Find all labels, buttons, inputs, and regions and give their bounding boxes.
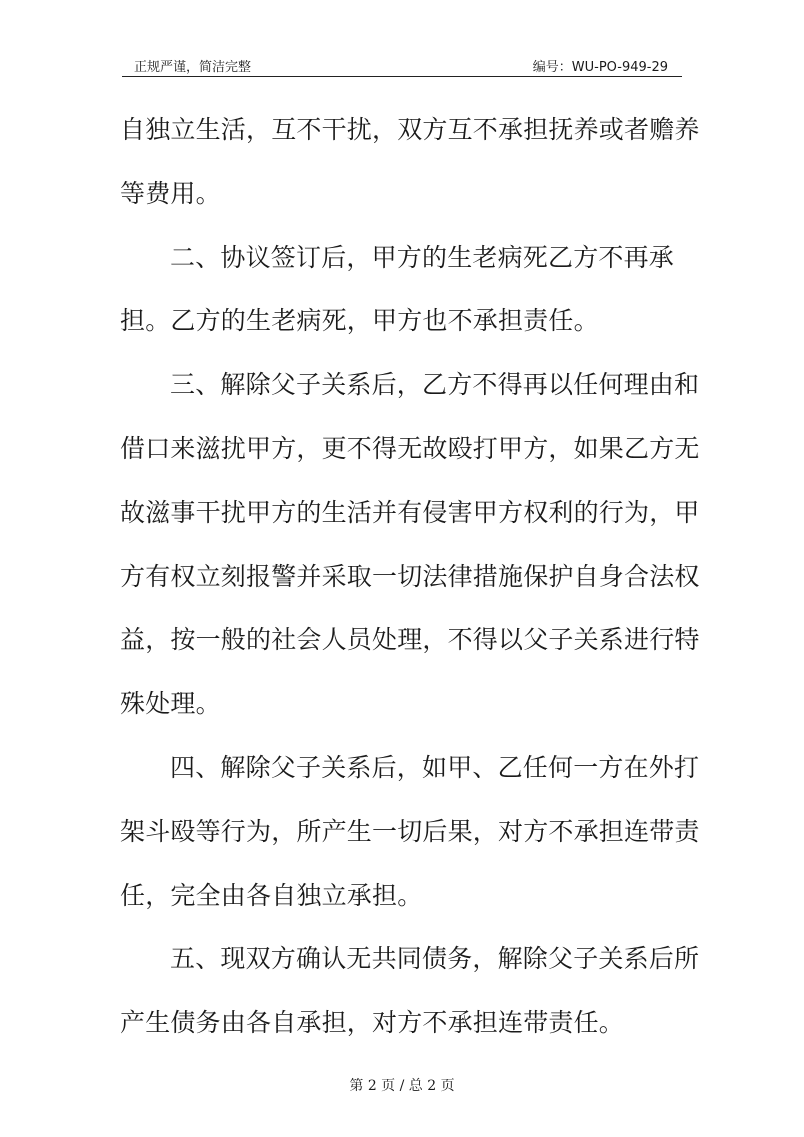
body-line: 借口来滋扰甲方，更不得无故殴打甲方，如果乙方无 <box>120 433 700 463</box>
body-line: 产生债务由各自承担，对方不承担连带责任。 <box>120 1008 625 1038</box>
header-slogan: 正规严谨，简洁完整 <box>134 60 252 75</box>
body-line: 自独立生活，互不干扰，双方互不承担抚养或者赡养 <box>120 115 700 144</box>
clause-2-line: 二、协议签订后，甲方的生老病死乙方不再承 <box>170 242 675 272</box>
document-body <box>120 98 700 1055</box>
page-header <box>122 52 682 77</box>
clause-4-line: 四、解除父子关系后，如甲、乙任何一方在外打 <box>170 752 700 782</box>
body-line: 益，按一般的社会人员处理，不得以父子关系进行特 <box>120 625 700 655</box>
clause-5-line: 五、现双方确认无共同债务，解除父子关系后所 <box>170 944 700 974</box>
body-line: 方有权立刻报警并采取一切法律措施保护自身合法权 <box>120 561 700 591</box>
body-line: 任，完全由各自独立承担。 <box>120 880 423 910</box>
body-line: 担。乙方的生老病死，甲方也不承担责任。 <box>120 306 599 336</box>
body-line: 架斗殴等行为，所产生一切后果，对方不承担连带责 <box>120 816 700 846</box>
document-number: 编号：WU-PO-949-29 <box>532 60 668 75</box>
body-line: 等费用。 <box>120 178 221 208</box>
page-number: 第 2 页 / 总 2 页 <box>349 1078 455 1094</box>
clause-3-line: 三、解除父子关系后，乙方不得再以任何理由和 <box>170 370 700 400</box>
body-line: 殊处理。 <box>120 689 221 719</box>
page-footer <box>0 1075 804 1095</box>
body-line: 故滋事干扰甲方的生活并有侵害甲方权利的行为，甲 <box>120 497 700 527</box>
